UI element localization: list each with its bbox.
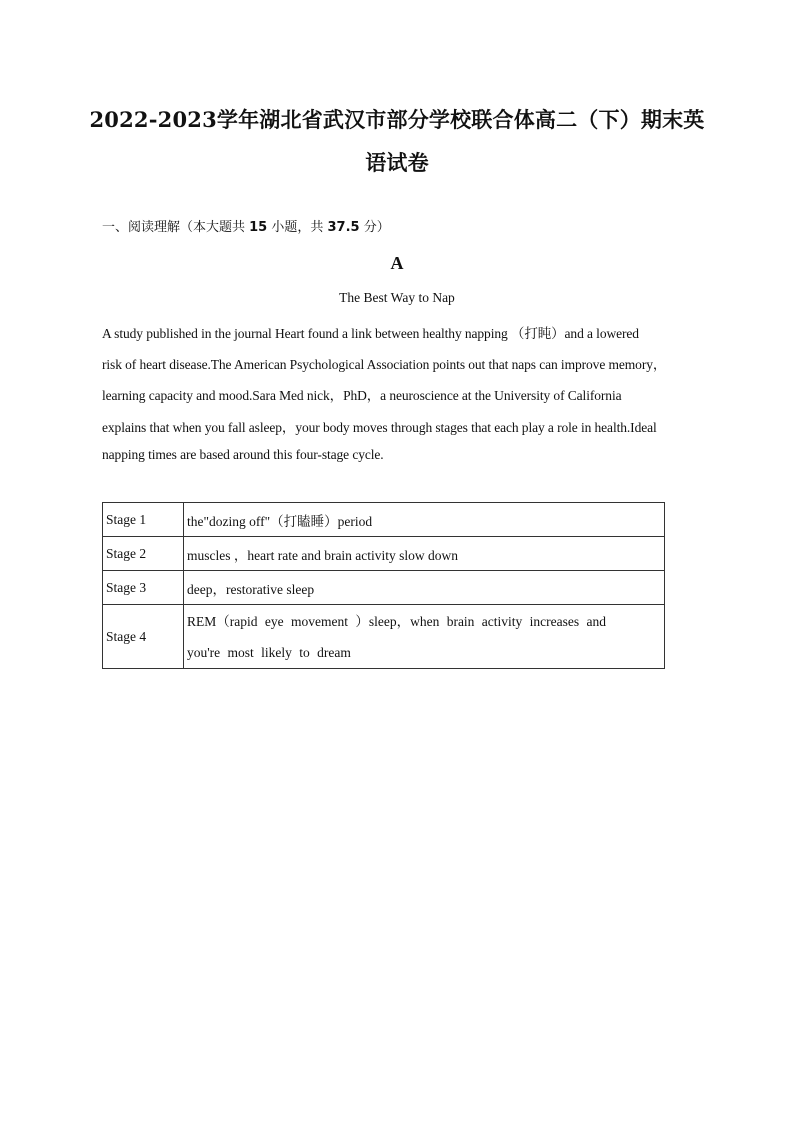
passage-letter: A — [390, 253, 404, 273]
table-row — [103, 503, 665, 537]
stage-label: Stage 3 — [103, 571, 184, 605]
section-heading — [102, 216, 390, 235]
section-heading-suffix: 分） — [359, 220, 390, 235]
stage-description: deep，restorative sleep — [184, 571, 665, 605]
passage-line-2: risk of heart disease.The American Psychological Association points out that naps can improve memory， — [102, 357, 667, 372]
table-row — [103, 537, 665, 571]
question-count: 15 — [249, 220, 268, 235]
total-score: 37.5 — [327, 220, 360, 235]
passage-title: The Best Way to Nap — [339, 290, 455, 305]
stage-description: muscles ，heart rate and brain activity slow down — [184, 537, 665, 571]
table-row — [103, 605, 665, 669]
section-heading-prefix: 一、阅读理解（本大题共 — [102, 220, 250, 235]
exam-title-line-2: 语试卷 — [365, 150, 429, 175]
stage-description-line-2: you're most likely to dream — [187, 644, 351, 660]
passage-line-1: A study published in the journal Heart found a link between healthy napping （打盹）and a lowered — [102, 326, 639, 341]
exam-title-line-1: 2022-2023学年湖北省武汉市部分学校联合体高二（下）期末英 — [89, 107, 705, 132]
stage-label: Stage 2 — [103, 537, 184, 571]
stage-description: the"dozing off"（打瞌睡）period — [184, 503, 665, 537]
stage-description-line-1: REM（rapid eye movement ）sleep，when brain activity increases and — [187, 613, 607, 629]
sleep-stages-table — [102, 502, 665, 669]
table-row — [103, 571, 665, 605]
section-heading-middle: 小题，共 — [267, 220, 328, 235]
passage-line-4: explains that when you fall asleep，your body moves through stages that each play a role in health.Ideal — [102, 420, 657, 435]
passage-line-3: learning capacity and mood.Sara Med nick，PhD，a neuroscience at the University of California — [102, 388, 622, 403]
stage-label: Stage 1 — [103, 503, 184, 537]
passage-line-5: napping times are based around this four-stage cycle. — [102, 447, 384, 462]
stage-label: Stage 4 — [103, 605, 184, 669]
stage-description — [184, 605, 665, 669]
